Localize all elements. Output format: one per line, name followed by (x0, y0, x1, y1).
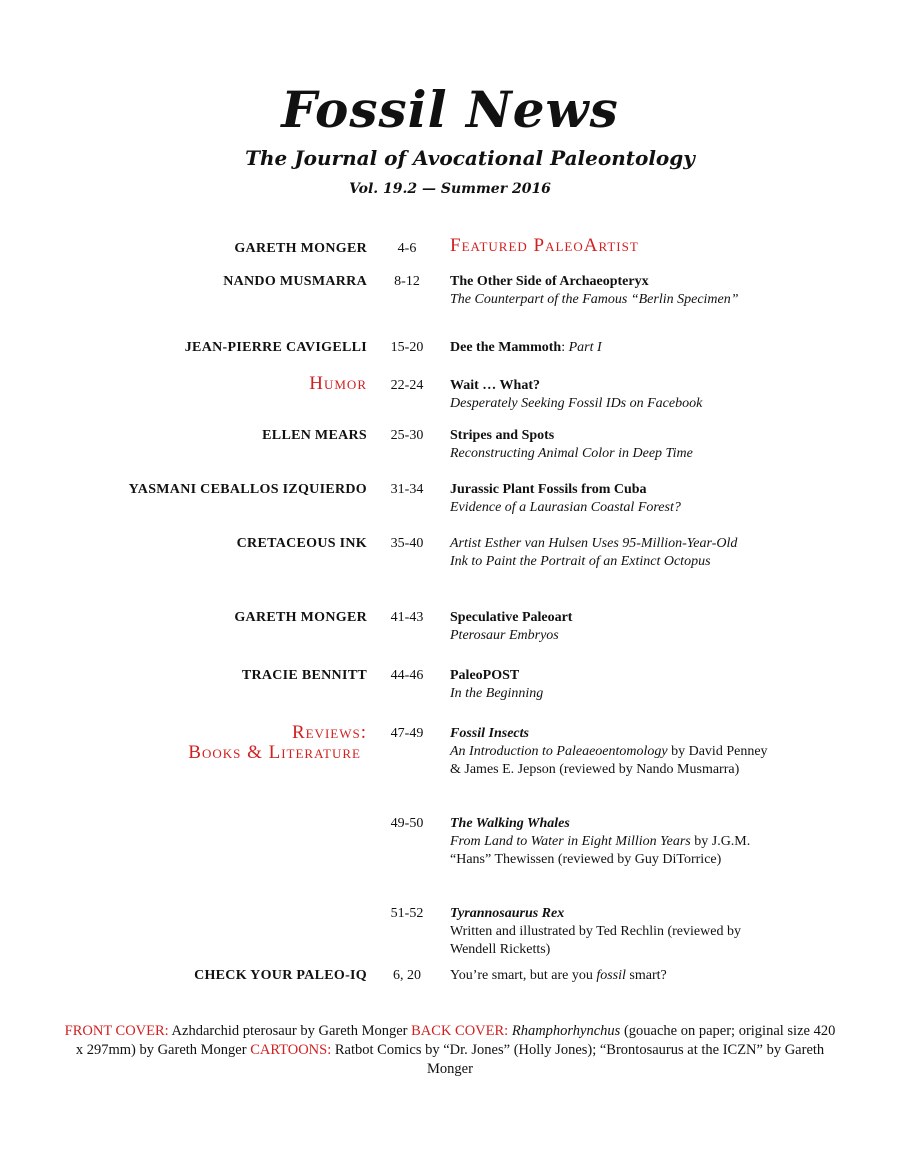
toc-subtitle: Desperately Seeking Fossil IDs on Facebook (450, 396, 703, 411)
toc-entry (0, 667, 900, 723)
toc-entry (0, 905, 900, 967)
toc-title: Stripes and Spots (450, 428, 555, 443)
toc-author: TRACIE BENNITT (241, 668, 367, 683)
toc-body: by J.G.M. “Hans” Thewissen (reviewed by Guy DiTorrice) (450, 834, 751, 867)
toc-subtitle: An Introduction to Paleaeoentomology (450, 744, 668, 759)
table-of-contents (0, 237, 900, 997)
toc-body: Written and illustrated by Ted Rechlin (reviewed by Wendell Ricketts) (450, 924, 741, 957)
toc-section-humor: Humor (309, 373, 367, 394)
toc-entry (0, 427, 900, 481)
toc-body-post: smart? (625, 968, 667, 983)
toc-author: GARETH MONGER (234, 241, 367, 256)
journal-title: Fossil News (281, 80, 619, 139)
toc-title: The Other Side of Archaeopteryx (450, 274, 649, 289)
cartoons-text: Ratbot Comics by “Dr. Jones” (Holly Jones); “Brontosaurus at the ICZN” by Gareth Monger (331, 1042, 825, 1077)
toc-pages: 44-46 (390, 668, 424, 683)
toc-author: CRETACEOUS INK (236, 536, 367, 551)
toc-subtitle: Reconstructing Animal Color in Deep Time (450, 446, 693, 461)
toc-pages: 22-24 (390, 378, 424, 393)
toc-section-books: Books & Literature (188, 742, 361, 763)
toc-entry (0, 967, 900, 997)
toc-pages: 35-40 (390, 536, 424, 551)
toc-title: Tyrannosaurus Rex (450, 906, 565, 921)
toc-pages: 31-34 (390, 482, 424, 497)
toc-entry (0, 481, 900, 535)
toc-author: GARETH MONGER (234, 610, 367, 625)
toc-pages: 41-43 (390, 610, 424, 625)
back-cover-text: (gouache on paper; original size 420 x 297mm) by Gareth Monger (75, 1023, 836, 1058)
toc-entry (0, 273, 900, 339)
toc-entry (0, 815, 900, 905)
cover-credits (60, 1022, 840, 1079)
toc-title: Wait … What? (450, 378, 540, 393)
toc-author: JEAN-PIERRE CAVIGELLI (184, 340, 367, 355)
toc-title: Jurassic Plant Fossils from Cuba (450, 482, 647, 497)
toc-pages: 25-30 (390, 428, 424, 443)
toc-body-italic: fossil (596, 968, 626, 983)
toc-title: Dee the Mammoth (450, 340, 562, 355)
cartoons-label: CARTOONS: (250, 1042, 332, 1058)
toc-entry (0, 609, 900, 667)
toc-pages: 8-12 (394, 274, 420, 289)
toc-author: NANDO MUSMARRA (223, 274, 367, 289)
back-cover-italic: Rhamphorhynchus (511, 1023, 621, 1039)
toc-subtitle: The Counterpart of the Famous “Berlin Specimen” (450, 292, 739, 307)
toc-author: YASMANI CEBALLOS IZQUIERDO (128, 482, 367, 497)
toc-title: The Walking Whales (450, 816, 570, 831)
toc-subtitle: Evidence of a Laurasian Coastal Forest? (450, 500, 681, 515)
journal-subtitle: The Journal of Avocational Paleontology (245, 146, 695, 170)
volume-line: Vol. 19.2 — Summer 2016 (349, 181, 551, 197)
toc-author: CHECK YOUR PALEO-IQ (194, 968, 367, 983)
toc-pages: 47-49 (390, 726, 424, 741)
toc-pages: 6, 20 (393, 968, 421, 983)
toc-subtitle: From Land to Water in Eight Million Years (450, 834, 691, 849)
toc-entry (0, 339, 900, 375)
toc-title: Speculative Paleoart (450, 610, 573, 625)
toc-pages: 51-52 (390, 906, 424, 921)
toc-title-italic: Part I (568, 340, 602, 355)
toc-entry (0, 237, 900, 273)
toc-entry (0, 375, 900, 427)
toc-entry (0, 535, 900, 609)
toc-author: ELLEN MEARS (262, 428, 367, 443)
masthead (0, 80, 900, 200)
toc-title-suffix: : (561, 340, 569, 355)
toc-subtitle: Pterosaur Embryos (450, 628, 559, 643)
toc-title: Featured PaleoArtist (450, 235, 639, 256)
back-cover-label: BACK COVER: (411, 1023, 509, 1039)
toc-subtitle: In the Beginning (450, 686, 544, 701)
toc-body: by David Penney & James E. Jepson (reviewed by Nando Musmarra) (450, 744, 768, 777)
toc-pages: 4-6 (397, 241, 417, 256)
toc-entry (0, 723, 900, 815)
front-cover-text: Azhdarchid pterosaur by Gareth Monger (168, 1023, 412, 1039)
toc-section-reviews: Reviews: (291, 722, 367, 743)
toc-title: Fossil Insects (450, 726, 529, 741)
toc-pages: 49-50 (390, 816, 424, 831)
toc-body: You’re smart, but are you (450, 968, 597, 983)
toc-pages: 15-20 (390, 340, 424, 355)
toc-title: PaleoPOST (450, 668, 520, 683)
front-cover-label: FRONT COVER: (64, 1023, 169, 1039)
toc-subtitle: Artist Esther van Hulsen Uses 95-Million-Year-Old Ink to Paint the Portrait of an Extinct Octopus (450, 536, 738, 569)
